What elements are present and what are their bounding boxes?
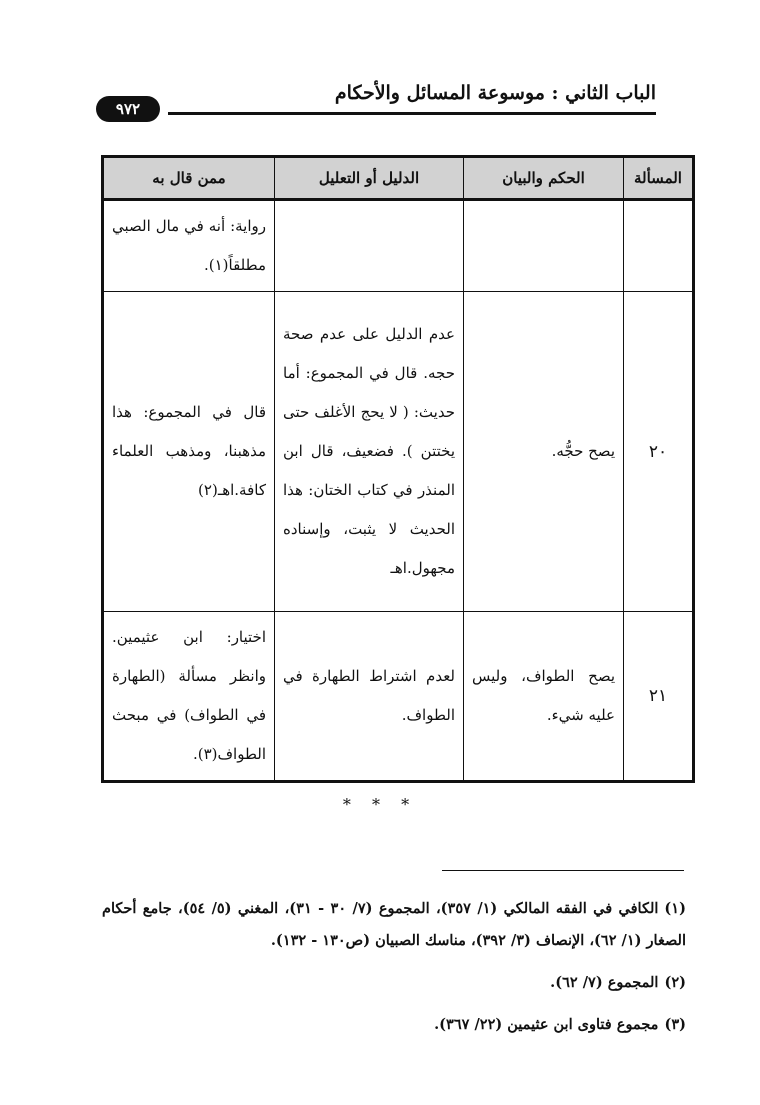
- rulings-table: [101, 155, 695, 783]
- section-separator: * * *: [342, 795, 418, 814]
- evidence-cell: لعدم اشتراط الطهارة في الطواف.: [275, 612, 464, 782]
- issue-number: ٢١: [624, 612, 694, 782]
- footnote-label: (١): [664, 900, 686, 917]
- footnote: [102, 893, 686, 957]
- footnote-label: (٢): [664, 974, 686, 991]
- table-row: [103, 200, 694, 292]
- footnote: [102, 967, 686, 999]
- page-number: ٩٧٢: [96, 96, 160, 122]
- said-by-cell: رواية: أنه في مال الصبي مطلقاً(١).: [103, 200, 275, 292]
- table-row: [103, 612, 694, 782]
- running-header: [96, 78, 656, 118]
- header-rule: [168, 112, 656, 115]
- ruling-cell: [464, 200, 624, 292]
- evidence-cell: عدم الدليل على عدم صحة حجه. قال في المجموع: أما حديث: ( لا يحج الأغلف حتى يختتن ). فضعيف، قال ابن المنذر في كتاب الختان: هذا الحديث لا يثبت، وإسناده مجهول.اهـ: [275, 292, 464, 612]
- chapter-title: الباب الثاني : موسوعة المسائل والأحكام: [334, 82, 656, 104]
- footnote-rule: [442, 870, 684, 871]
- header-evidence: الدليل أو التعليل: [275, 157, 464, 200]
- footnote-label: (٣): [664, 1016, 686, 1033]
- footnotes: [102, 893, 686, 1051]
- table-header-row: [103, 157, 694, 200]
- header-ruling: الحكم والبيان: [464, 157, 624, 200]
- header-said-by: ممن قال به: [103, 157, 275, 200]
- ruling-cell: يصح الطواف، وليس عليه شيء.: [464, 612, 624, 782]
- ruling-cell: يصح حجُّه.: [464, 292, 624, 612]
- footnote-text: المجموع (٧/ ٦٢).: [550, 974, 659, 991]
- footnote: [102, 1009, 686, 1041]
- table-row: [103, 292, 694, 612]
- footnote-text: مجموع فتاوى ابن عثيمين (٢٢/ ٣٦٧).: [434, 1016, 659, 1033]
- issue-number: ٢٠: [624, 292, 694, 612]
- header-issue: المسألة: [624, 157, 694, 200]
- said-by-cell: قال في المجموع: هذا مذهبنا، ومذهب العلماء كافة.اهـ(٢): [103, 292, 275, 612]
- footnote-text: الكافي في الفقه المالكي (١/ ٣٥٧)، المجموع (٧/ ٣٠ - ٣١)، المغني (٥/ ٥٤)، جامع أحكام الصغار (١/ ٦٢)، الإنصاف (٣/ ٣٩٢)، مناسك الصبيان (ص١٣٠ - ١٣٢).: [102, 900, 686, 949]
- said-by-cell: اختيار: ابن عثيمين. وانظر مسألة (الطهارة في الطواف) في مبحث الطواف(٣).: [103, 612, 275, 782]
- evidence-cell: [275, 200, 464, 292]
- issue-number: [624, 200, 694, 292]
